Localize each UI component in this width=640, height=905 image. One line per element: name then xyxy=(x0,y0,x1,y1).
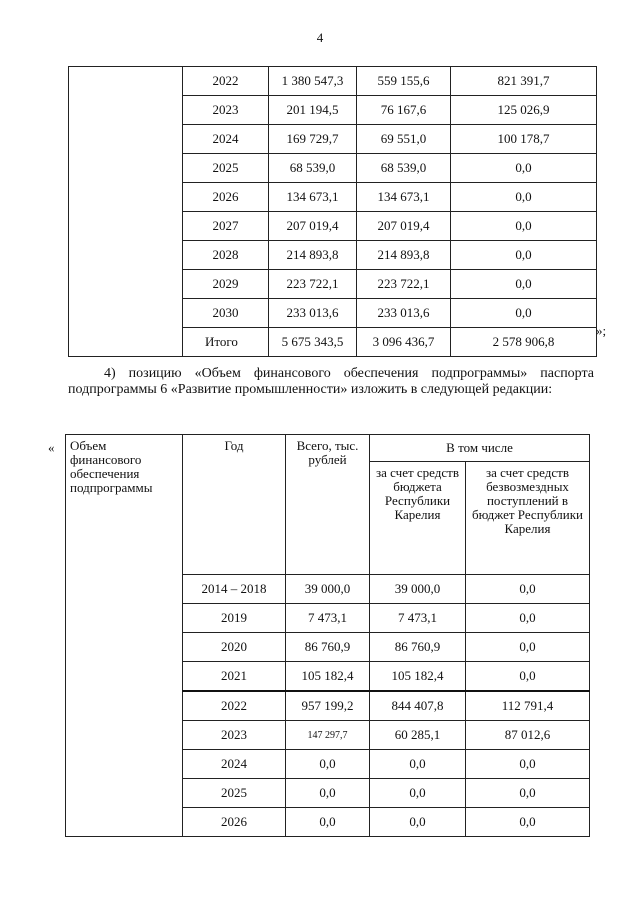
total-column-header: Всего, тыс. рублей xyxy=(286,435,370,575)
free-receipts-cell: 821 391,7 xyxy=(451,67,597,96)
budget-cell: 134 673,1 xyxy=(357,183,451,212)
section-name-cell: Объем финансового обеспечения подпрограммы xyxy=(66,435,183,837)
year-cell: 2024 xyxy=(183,750,286,779)
free-receipts-column-header: за счет средств безвозмездных поступлений в бюджет Республики Карелия xyxy=(466,462,590,575)
free-receipts-cell: 0,0 xyxy=(466,633,590,662)
budget-cell: 3 096 436,7 xyxy=(357,328,451,357)
total-cell: 207 019,4 xyxy=(269,212,357,241)
total-cell: 957 199,2 xyxy=(286,691,370,721)
budget-cell: 214 893,8 xyxy=(357,241,451,270)
free-receipts-cell: 0,0 xyxy=(451,183,597,212)
year-cell: 2020 xyxy=(183,633,286,662)
total-cell: 0,0 xyxy=(286,808,370,837)
total-cell: 68 539,0 xyxy=(269,154,357,183)
free-receipts-cell: 0,0 xyxy=(451,241,597,270)
table-row xyxy=(69,67,597,96)
total-cell: 86 760,9 xyxy=(286,633,370,662)
page-number: 4 xyxy=(316,30,324,45)
year-cell: 2023 xyxy=(183,721,286,750)
budget-cell: 233 013,6 xyxy=(357,299,451,328)
budget-cell: 39 000,0 xyxy=(370,575,466,604)
budget-cell: 207 019,4 xyxy=(357,212,451,241)
year-cell: 2014 – 2018 xyxy=(183,575,286,604)
total-cell: 7 473,1 xyxy=(286,604,370,633)
budget-cell: 68 539,0 xyxy=(357,154,451,183)
budget-column-header: за счет средств бюджета Республики Карелия xyxy=(370,462,466,575)
total-cell: 105 182,4 xyxy=(286,662,370,692)
closing-quote-mark: »; xyxy=(596,323,607,338)
free-receipts-cell: 0,0 xyxy=(451,299,597,328)
total-cell: 147 297,7 xyxy=(286,721,370,750)
free-receipts-cell: 112 791,4 xyxy=(466,691,590,721)
year-cell: 2029 xyxy=(183,270,269,299)
budget-cell: 60 285,1 xyxy=(370,721,466,750)
financing-table-continued xyxy=(68,66,597,357)
total-cell: 233 013,6 xyxy=(269,299,357,328)
total-cell: 0,0 xyxy=(286,779,370,808)
year-cell: 2025 xyxy=(183,779,286,808)
budget-cell: 0,0 xyxy=(370,750,466,779)
budget-cell: 0,0 xyxy=(370,808,466,837)
year-cell: 2026 xyxy=(183,808,286,837)
total-cell: 5 675 343,5 xyxy=(269,328,357,357)
free-receipts-cell: 87 012,6 xyxy=(466,721,590,750)
budget-cell: 223 722,1 xyxy=(357,270,451,299)
year-cell: 2030 xyxy=(183,299,269,328)
free-receipts-cell: 0,0 xyxy=(451,212,597,241)
paragraph-line-1: 4) позицию «Объем финансового обеспечения подпрограммы» паспорта xyxy=(104,366,594,381)
free-receipts-cell: 100 178,7 xyxy=(451,125,597,154)
paragraph-line-2: подпрограммы 6 «Развитие промышленности» изложить в следующей редакции: xyxy=(68,382,553,397)
year-cell: 2025 xyxy=(183,154,269,183)
budget-cell: 105 182,4 xyxy=(370,662,466,692)
subprogram-6-financing-table xyxy=(65,434,590,837)
opening-quote-mark: « xyxy=(48,440,55,455)
total-cell: 134 673,1 xyxy=(269,183,357,212)
year-cell: 2026 xyxy=(183,183,269,212)
year-cell: 2023 xyxy=(183,96,269,125)
section-name-cell xyxy=(69,67,183,357)
free-receipts-cell: 0,0 xyxy=(451,154,597,183)
free-receipts-cell: 0,0 xyxy=(466,662,590,692)
year-cell: 2028 xyxy=(183,241,269,270)
budget-cell: 0,0 xyxy=(370,779,466,808)
free-receipts-cell: 0,0 xyxy=(466,779,590,808)
budget-cell: 76 167,6 xyxy=(357,96,451,125)
total-cell: 39 000,0 xyxy=(286,575,370,604)
free-receipts-cell: 0,0 xyxy=(466,808,590,837)
budget-cell: 7 473,1 xyxy=(370,604,466,633)
total-cell: 223 722,1 xyxy=(269,270,357,299)
budget-cell: 69 551,0 xyxy=(357,125,451,154)
free-receipts-cell: 125 026,9 xyxy=(451,96,597,125)
budget-cell: 844 407,8 xyxy=(370,691,466,721)
free-receipts-cell: 0,0 xyxy=(466,604,590,633)
total-cell: 201 194,5 xyxy=(269,96,357,125)
year-cell: 2027 xyxy=(183,212,269,241)
free-receipts-cell: 0,0 xyxy=(466,750,590,779)
year-cell: 2024 xyxy=(183,125,269,154)
total-cell: 214 893,8 xyxy=(269,241,357,270)
free-receipts-cell: 0,0 xyxy=(466,575,590,604)
budget-cell: 559 155,6 xyxy=(357,67,451,96)
year-cell: 2022 xyxy=(183,67,269,96)
total-cell: 0,0 xyxy=(286,750,370,779)
year-cell: 2021 xyxy=(183,662,286,692)
year-cell: 2019 xyxy=(183,604,286,633)
free-receipts-cell: 2 578 906,8 xyxy=(451,328,597,357)
total-cell: 169 729,7 xyxy=(269,125,357,154)
free-receipts-cell: 0,0 xyxy=(451,270,597,299)
year-cell: 2022 xyxy=(183,691,286,721)
year-column-header: Год xyxy=(183,435,286,575)
including-header: В том числе xyxy=(370,435,590,462)
year-cell: Итого xyxy=(183,328,269,357)
amendment-paragraph xyxy=(68,366,594,398)
budget-cell: 86 760,9 xyxy=(370,633,466,662)
total-cell: 1 380 547,3 xyxy=(269,67,357,96)
